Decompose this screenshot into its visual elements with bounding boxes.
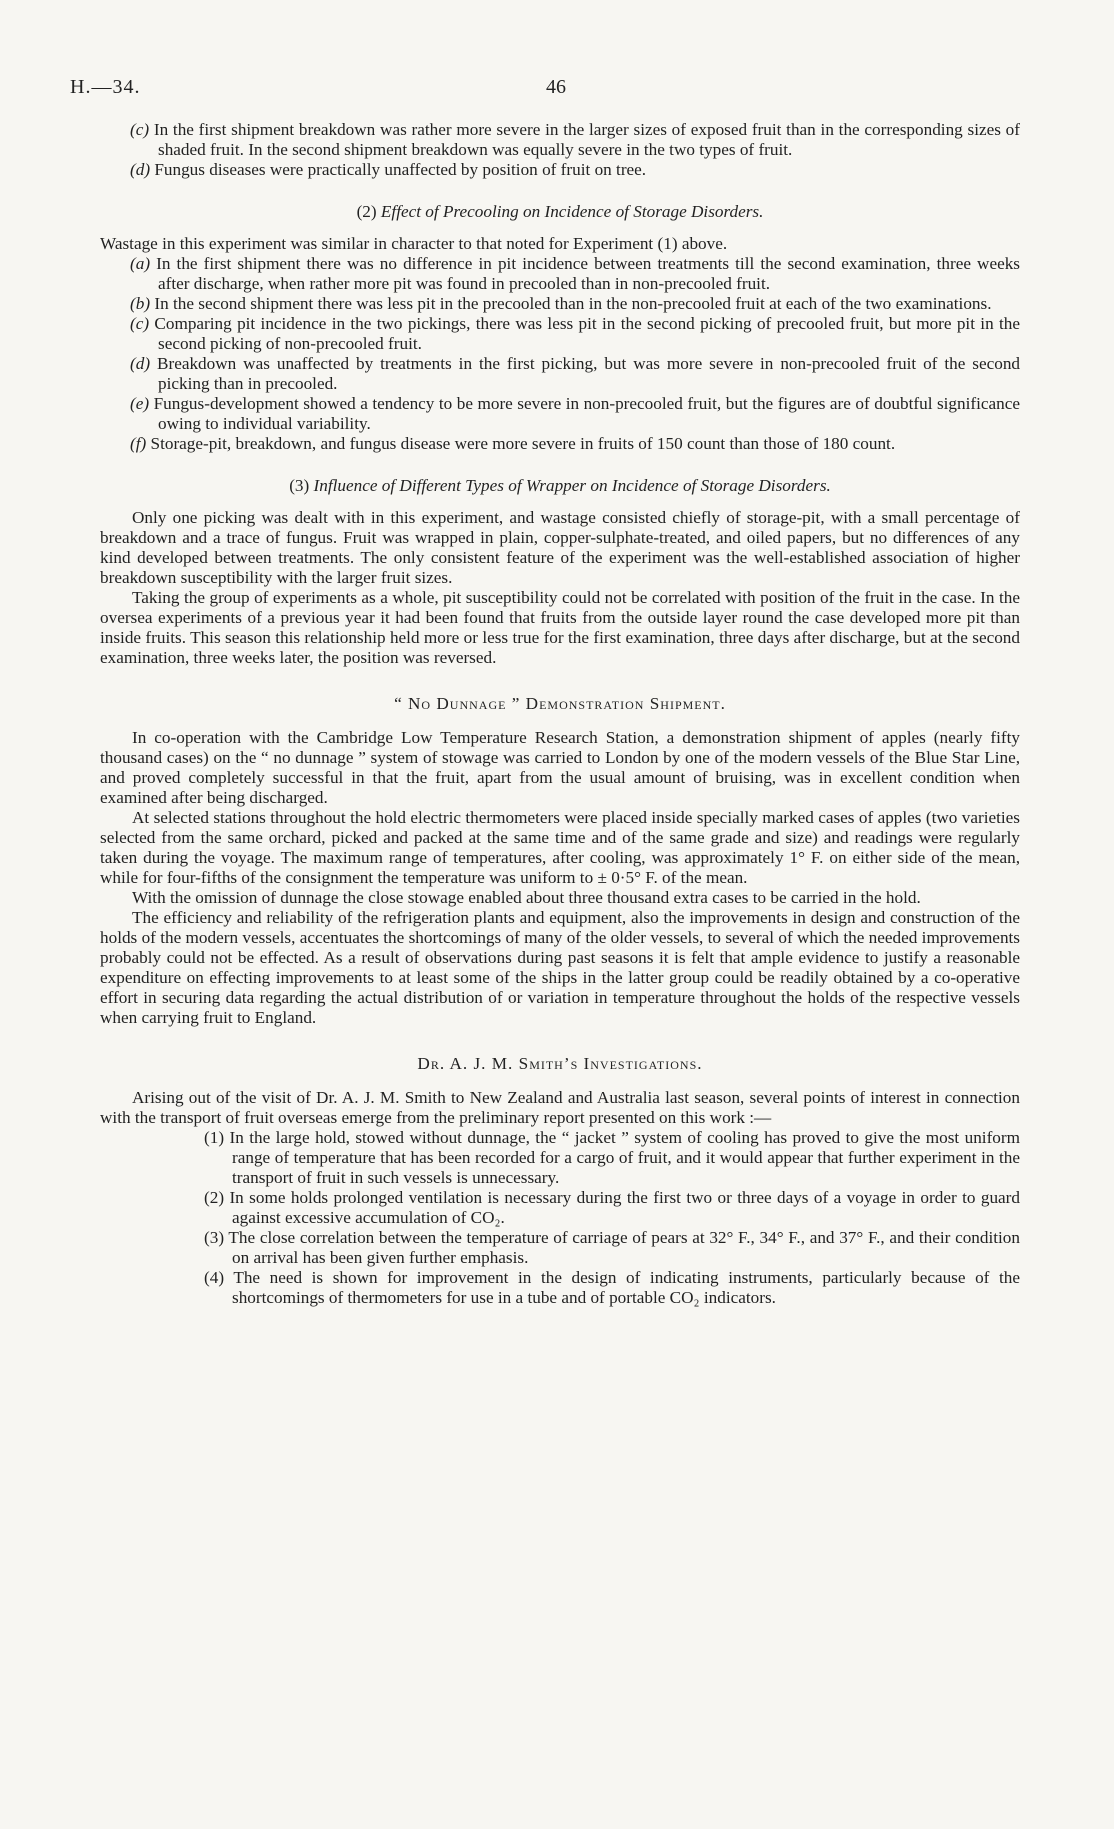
smith-list xyxy=(100,1128,1020,1308)
item-text: Breakdown was unaffected by treatments in the first picking, but was more severe in non-precooled fruit of the second picking than in precooled. xyxy=(157,354,1021,393)
subsection-heading xyxy=(100,202,1020,222)
section2-list xyxy=(100,254,1020,454)
paragraph: Arising out of the visit of Dr. A. J. M. Smith to New Zealand and Australia last season, several points of interest in connection with the transport of fruit overseas emerge from the preliminary report presented on this work :— xyxy=(100,1088,1020,1127)
paragraph: Wastage in this experiment was similar in character to that noted for Experiment (1) above. xyxy=(100,234,728,253)
item-text: Storage-pit, breakdown, and fungus disease were more severe in fruits of 150 count than those of 180 count. xyxy=(150,434,896,453)
item-text: In some holds prolonged ventilation is necessary during the first two or three days of a voyage in order to guard against excessive accumulation of CO₂. xyxy=(229,1188,1020,1227)
list-item xyxy=(100,1128,1020,1188)
subsection-number: (2) xyxy=(356,202,377,221)
paragraph: At selected stations throughout the hold electric thermometers were placed inside specially marked cases of apples (two varieties selected from the same orchard, picked and packed at the same time and of the same grade and size) and readings were regularly taken during the voyage. The maximum range of temperatures, after cooling, was approximately 1° F. on either side of the mean, while for four-fifths of the consignment the temperature was uniform to ± 0·5° F. of the mean. xyxy=(100,808,1020,887)
item-number: (2) xyxy=(204,1188,225,1207)
section-heading xyxy=(100,694,1020,714)
item-text: The need is shown for improvement in the design of indicating instruments, particularly because of the shortcomings of thermometers for use in a tube and of portable CO₂ indicators. xyxy=(232,1268,1020,1307)
item-letter: (d) xyxy=(130,160,151,179)
paragraph: The efficiency and reliability of the refrigeration plants and equipment, also the improvements in design and construction of the holds of the modern vessels, accentuates the shortcomings of many of the older vessels, to several of which the needed improvements probably could not be effected. As a result of observations during past seasons it is felt that ample evidence to justify a reasonable expenditure on effecting improvements to at least some of the ships in the latter group could be readily obtained by a co-operative effort in securing data regarding the actual distribution of or variation in temperature throughout the holds of the respective vessels when carrying fruit to England. xyxy=(100,908,1020,1027)
item-letter: (d) xyxy=(130,354,151,373)
list-item xyxy=(100,1188,1020,1228)
item-text: Comparing pit incidence in the two pickings, there was less pit in the second picking of precooled fruit, but more pit in the second picking of non-precooled fruit. xyxy=(154,314,1021,353)
list-item xyxy=(100,160,1020,180)
list-item xyxy=(100,294,1020,314)
list-item xyxy=(100,314,1020,354)
section-heading xyxy=(100,1054,1020,1074)
document-reference: H.—34. xyxy=(70,76,141,98)
item-text: In the first shipment breakdown was rather more severe in the larger sizes of exposed fruit than in the corresponding sizes of shaded fruit. In the second shipment breakdown was equally severe in the two types of fruit. xyxy=(153,120,1021,159)
page-body xyxy=(100,120,1020,1308)
item-letter: (a) xyxy=(130,254,151,273)
item-text: In the first shipment there was no difference in pit incidence between treatments till the second examination, three weeks after discharge, when rather more pit was found in precooled than in non-precooled fruit. xyxy=(156,254,1020,293)
subsection-heading xyxy=(100,476,1020,496)
item-text: Fungus-development showed a tendency to be more severe in non-precooled fruit, but the figures are of doubtful significance owing to individual variability. xyxy=(153,394,1021,433)
item-number: (4) xyxy=(204,1268,225,1287)
paragraph: Only one picking was dealt with in this experiment, and wastage consisted chiefly of storage-pit, with a small percentage of breakdown and a trace of fungus. Fruit was wrapped in plain, copper-sulphate-treated, and oiled papers, but no differences of any kind developed between treatments. The only consistent feature of the experiment was the well-established association of higher breakdown susceptibility with the larger fruit sizes. xyxy=(100,508,1020,587)
item-letter: (e) xyxy=(130,394,150,413)
item-text: The close correlation between the temperature of carriage of pears at 32° F., 34° F., and 37° F., and their condition on arrival has been given further emphasis. xyxy=(228,1228,1020,1267)
item-letter: (b) xyxy=(130,294,151,313)
list-item xyxy=(100,434,1020,454)
item-text: In the second shipment there was less pit in the precooled than in the non-precooled fruit at each of the two examinations. xyxy=(154,294,992,313)
item-number: (1) xyxy=(204,1128,225,1147)
list-item xyxy=(100,394,1020,434)
paragraph: Taking the group of experiments as a whole, pit susceptibility could not be correlated with position of the fruit in the case. In the oversea experiments of a previous year it had been found that fruits from the outside layer round the case developed more pit than inside fruits. This season this relationship held more or less true for the first examination, three days after discharge, but at the second examination, three weeks later, the position was reversed. xyxy=(100,588,1020,667)
section-title: Dr. A. J. M. Smith’s Investigations. xyxy=(417,1054,703,1073)
section-title: “ No Dunnage ” Demonstration Shipment. xyxy=(394,694,726,713)
subsection-title: Effect of Precooling on Incidence of Storage Disorders. xyxy=(380,202,764,221)
item-letter: (f) xyxy=(130,434,147,453)
list-item xyxy=(100,120,1020,160)
item-number: (3) xyxy=(204,1228,225,1247)
paragraph: In co-operation with the Cambridge Low Temperature Research Station, a demonstration shipment of apples (nearly fifty thousand cases) on the “ no dunnage ” system of stowage was carried to London by one of the modern vessels of the Blue Star Line, and proved completely successful in that the fruit, apart from the usual amount of bruising, was in excellent condition when examined after being discharged. xyxy=(100,728,1020,807)
paragraph: With the omission of dunnage the close stowage enabled about three thousand extra cases to be carried in the hold. xyxy=(132,888,921,907)
subsection-number: (3) xyxy=(289,476,310,495)
page-number: 46 xyxy=(546,76,566,98)
list-item xyxy=(100,1228,1020,1268)
item-text: In the large hold, stowed without dunnage, the “ jacket ” system of cooling has proved to give the most uniform range of temperature that has been recorded for a cargo of fruit, and it would appear that further experiment in the transport of fruit in such vessels is unnecessary. xyxy=(229,1128,1020,1187)
subsection-title: Influence of Different Types of Wrapper on Incidence of Storage Disorders. xyxy=(313,476,831,495)
item-letter: (c) xyxy=(130,314,150,333)
section1-list xyxy=(100,120,1020,180)
list-item xyxy=(100,1268,1020,1308)
list-item xyxy=(100,254,1020,294)
item-letter: (c) xyxy=(130,120,150,139)
list-item xyxy=(100,354,1020,394)
item-text: Fungus diseases were practically unaffected by position of fruit on tree. xyxy=(154,160,647,179)
